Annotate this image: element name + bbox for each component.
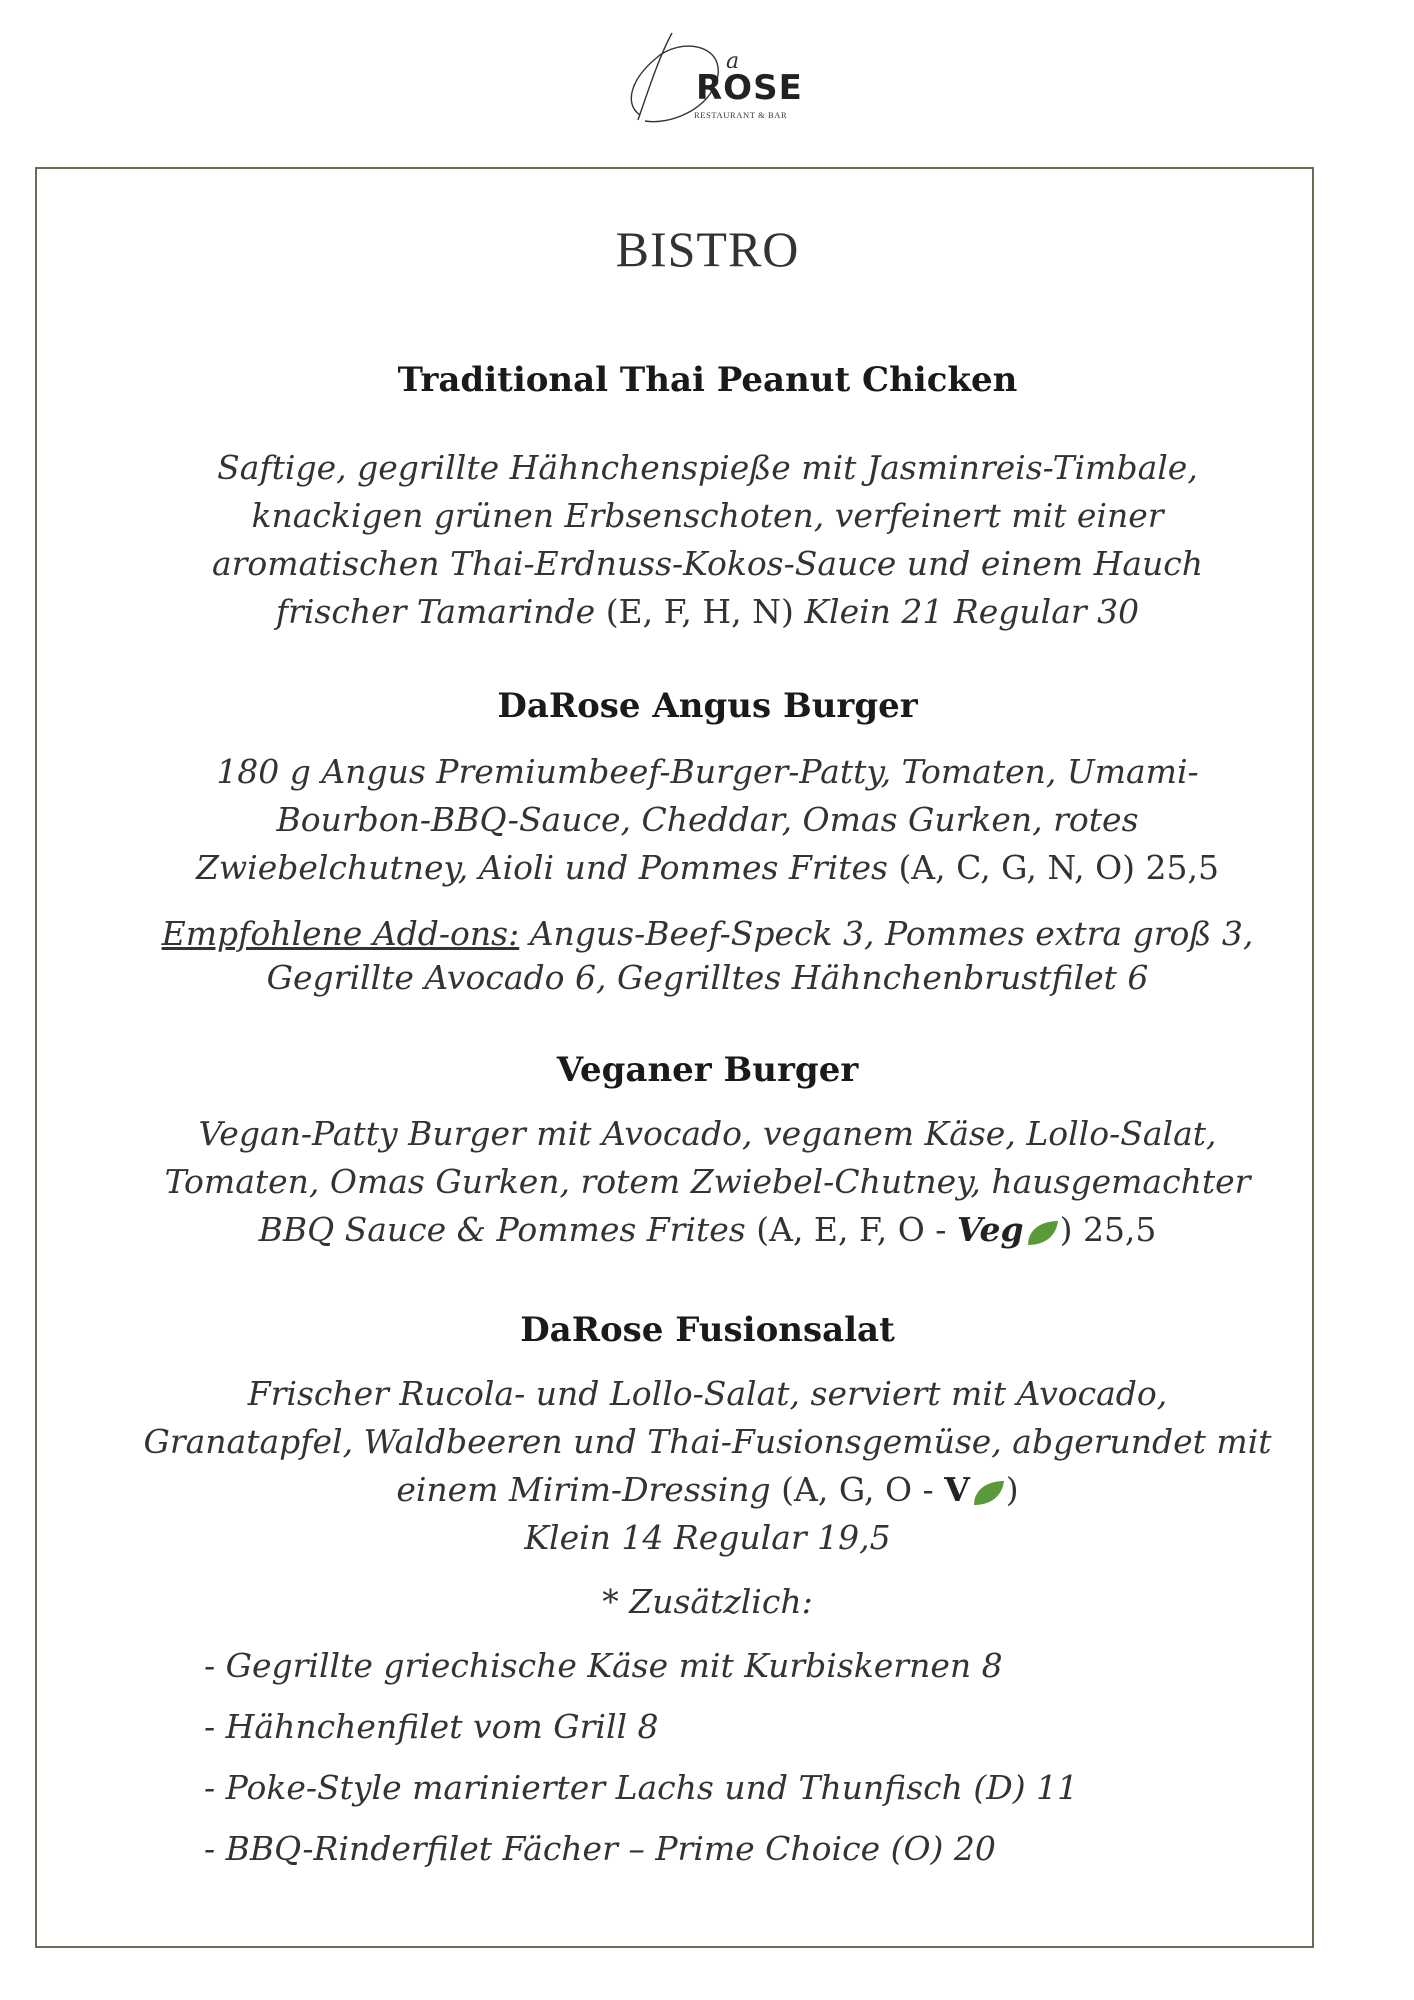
- description-line: Frischer Rucola- und Lollo-Salat, serviert mit Avocado,: [247, 1374, 1168, 1413]
- allergens: (A, E, F, O -: [756, 1210, 957, 1249]
- leaf-icon: [1024, 1219, 1060, 1247]
- description-line: Saftige, gegrillte Hähnchenspieße mit Jasminreis-Timbale,: [217, 448, 1198, 487]
- description-line: Granatapfel, Waldbeeren und Thai-Fusionsgemüse, abgerundet mit: [143, 1422, 1272, 1461]
- description-line: frischer Tamarinde (E, F, H, N) Klein 21 Regular 30: [275, 592, 1140, 631]
- description-line: Bourbon-BBQ-Sauce, Cheddar, Omas Gurken, rotes: [276, 800, 1139, 839]
- leaf-icon: [970, 1479, 1006, 1507]
- allergens: (A, G, O -: [781, 1470, 945, 1509]
- extras-item: - BBQ-Rinderfilet Fächer – Prime Choice (O) 20: [204, 1829, 996, 1868]
- description-line: Vegan-Patty Burger mit Avocado, veganem Käse, Lollo-Salat,: [198, 1114, 1217, 1153]
- dish-name: Veganer Burger: [556, 1050, 859, 1090]
- vegan-badge: Veg: [956, 1210, 1024, 1249]
- dish-name: Traditional Thai Peanut Chicken: [397, 360, 1018, 400]
- dish-description: [35, 1370, 1380, 1562]
- prices: Klein 14 Regular 19,5: [524, 1518, 891, 1557]
- addons: [35, 912, 1380, 1000]
- dish-name: DaRose Fusionsalat: [520, 1310, 895, 1350]
- logo-small-a: a: [726, 49, 740, 74]
- allergens: (E, F, H, N): [605, 592, 794, 631]
- dish-name: DaRose Angus Burger: [497, 686, 918, 726]
- allergens: (A, C, G, N, O): [898, 848, 1136, 887]
- description-line: BBQ Sauce & Pommes Frites (A, E, F, O - Veg ) 25,5: [258, 1210, 1157, 1249]
- logo-name: ROSE: [696, 68, 803, 108]
- addons-label: Empfohlene Add-ons:: [161, 914, 520, 953]
- extras-heading: * Zusätzlich:: [602, 1582, 813, 1621]
- price: 25,5: [1072, 1210, 1157, 1249]
- description-line: knackigen grünen Erbsenschoten, verfeinert mit einer: [251, 496, 1164, 535]
- description-line: 180 g Angus Premiumbeef-Burger-Patty, Tomaten, Umami-: [216, 752, 1199, 791]
- section-title: BISTRO: [615, 221, 800, 277]
- addons-line: Angus-Beef-Speck 3, Pommes extra groß 3,: [519, 914, 1254, 953]
- description-line: Tomaten, Omas Gurken, rotem Zwiebel-Chutney, hausgemachter: [164, 1162, 1251, 1201]
- description-line: Zwiebelchutney, Aioli und Pommes Frites (A, C, G, N, O) 25,5: [196, 848, 1219, 887]
- addons-line: Gegrillte Avocado 6, Gegrilltes Hähnchenbrustfilet 6: [266, 958, 1149, 997]
- price: 25,5: [1135, 848, 1219, 887]
- dish-description: [35, 1110, 1380, 1254]
- dish-description: [35, 748, 1380, 892]
- description-line: einem Mirim-Dressing (A, G, O - V ): [396, 1470, 1019, 1509]
- extras-item: - Gegrillte griechische Käse mit Kurbiskernen 8: [204, 1646, 1003, 1685]
- dish-description: [35, 444, 1380, 636]
- description-line: aromatischen Thai-Erdnuss-Kokos-Sauce und einem Hauch: [211, 544, 1204, 583]
- logo: [620, 25, 803, 130]
- logo-subtitle: RESTAURANT & BAR: [694, 110, 788, 120]
- extras-item: - Poke-Style marinierter Lachs und Thunfisch (D) 11: [204, 1768, 1079, 1807]
- prices: Klein 21 Regular 30: [793, 592, 1140, 631]
- vegan-badge: V: [944, 1470, 970, 1509]
- extras-item: - Hähnchenfilet vom Grill 8: [204, 1707, 659, 1746]
